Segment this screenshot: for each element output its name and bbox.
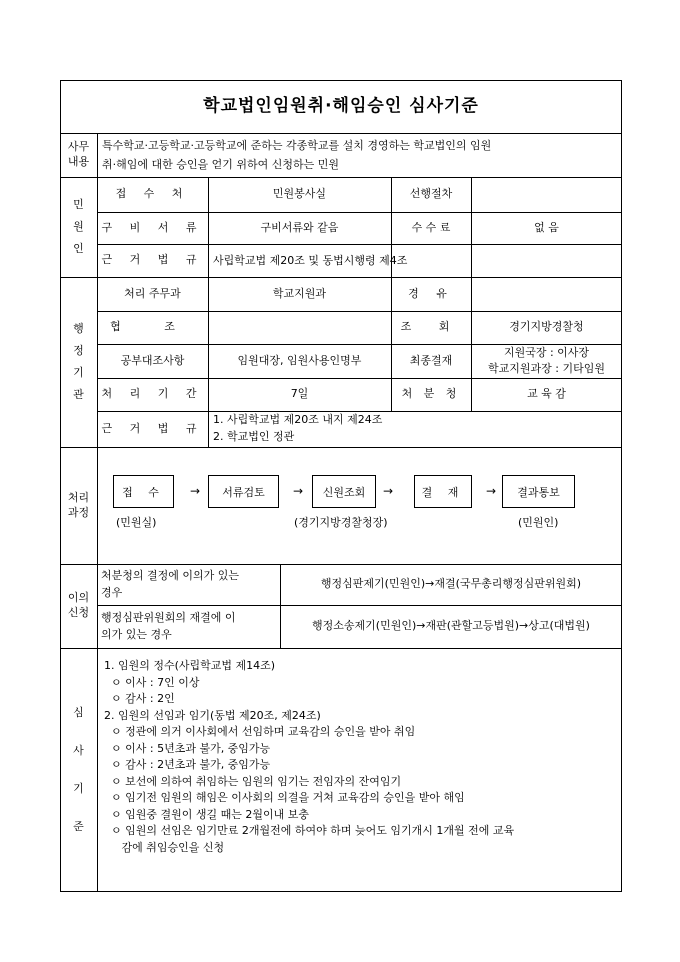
process-label-line: 처리: [67, 490, 90, 504]
final-approval-value: [471, 344, 622, 378]
criteria-line: ㅇ 임기전 임원의 해임은 이사회의 의결을 거쳐 교육감의 승인을 받아 해임: [104, 791, 465, 804]
petitioner-label: [60, 177, 97, 277]
arrow-icon: →: [293, 484, 304, 498]
petitioner-label-char: 민: [73, 198, 84, 211]
process-label: [60, 447, 97, 564]
inquiry-value: 경기지방경찰청: [509, 320, 584, 334]
period-value: 7일: [290, 387, 309, 401]
objection-case: 행정심판위원회의 재결에 이: [101, 611, 236, 624]
admin-label-char: 기: [73, 366, 84, 379]
criteria-label: [60, 648, 97, 892]
criteria-line: 1. 임원의 정수(사립학교법 제14조): [104, 659, 276, 672]
reception-label: 접 수 처: [115, 187, 190, 201]
admin-law-line: 1. 사립학교법 제20조 내지 제24조: [213, 413, 383, 426]
objection-label-line: 이의: [67, 591, 90, 605]
page-title: 학교법인임원취·해임승인 심사기준: [203, 96, 479, 117]
period-label: 처 리 기 간: [101, 387, 204, 401]
petitioner-law-value: 사립학교법 제20조 및 동법시행령 제4조: [213, 254, 408, 267]
documents-value: 구비서류와 같음: [260, 220, 339, 234]
objection-case: 의가 있는 경우: [101, 628, 172, 641]
admin-label: [60, 277, 97, 447]
objection-label-line: 신청: [67, 606, 90, 619]
process-step-reception: 접 수: [113, 475, 174, 508]
objection-case: 경우: [101, 586, 123, 599]
criteria-list: [104, 658, 514, 856]
petitioner-label-char: 원: [73, 220, 84, 233]
process-note: (민원실): [116, 516, 157, 529]
coop-label: 협 조: [110, 320, 195, 334]
documents-label: 구 비 서 류: [101, 220, 204, 234]
criteria-line: ㅇ 정관에 의거 이사회에서 선임하며 교육감의 승인을 받아 취임: [104, 725, 416, 738]
via-value: [471, 277, 622, 311]
criteria-line: ㅇ 보선에 의하여 취임하는 임원의 임기는 전임자의 잔여임기: [104, 774, 402, 788]
process-label-line: 과정: [67, 505, 90, 519]
process-step-identity-check: 신원조회: [312, 475, 376, 508]
office-value: 교 육 감: [527, 387, 566, 401]
process-step-notification: 결과통보: [502, 475, 575, 508]
criteria-line: 2. 임원의 선임과 임기(동법 제20조, 제24조): [104, 708, 321, 722]
process-step-review: 서류검토: [208, 475, 279, 508]
admin-label-char: 행: [73, 322, 84, 335]
admin-law-line: 2. 학교법인 정관: [213, 430, 295, 443]
affair-label-line: 사무: [67, 140, 90, 154]
admin-label-char: 정: [73, 344, 84, 357]
coop-value: [208, 311, 391, 344]
fee-label: 수 수 료: [411, 220, 451, 234]
arrow-icon: →: [190, 484, 201, 498]
affair-text: 취·해임에 대한 승인을 얻기 위하여 신청하는 민원: [102, 158, 339, 171]
prior-procedure-label: 선행절차: [409, 187, 453, 201]
petitioner-label-char: 인: [73, 242, 84, 255]
via-label: 경 유: [408, 286, 454, 300]
process-step-approval: 결 재: [414, 475, 472, 508]
public-record-value: 임원대장, 임원사용인명부: [237, 353, 362, 367]
divider: [60, 447, 622, 448]
criteria-label-char: 준: [73, 820, 84, 833]
criteria-line: ㅇ 임원중 결원이 생길 때는 2월이내 보충: [104, 807, 309, 821]
admin-label-char: 관: [73, 388, 84, 401]
arrow-icon: →: [383, 484, 394, 498]
divider: [60, 648, 622, 649]
criteria-line: ㅇ 이사 : 7인 이상: [104, 675, 200, 689]
criteria-line: ㅇ 임원의 선임은 임기만료 2개월전에 하여야 하며 늦어도 임기개시 1개월 전에 교육: [104, 824, 515, 837]
objection-procedure: 행정소송제기(민원인)→재판(관할고등법원)→상고(대법원): [312, 619, 590, 633]
objection-label: [60, 564, 97, 648]
final-approval-line: 지원국장 : 이사장: [503, 346, 590, 359]
criteria-line: ㅇ 감사 : 2인: [104, 692, 175, 705]
process-note: (민원인): [518, 516, 559, 529]
divider: [60, 133, 622, 134]
final-approval-line: 학교지원과장 : 기타임원: [488, 362, 605, 375]
criteria-line: ㅇ 감사 : 2년초과 불가, 중임가능: [104, 758, 271, 771]
affair-text: 특수학교·고등학교·고등학교에 준하는 각종학교를 설치 경영하는 학교법인의 임원: [102, 139, 492, 152]
criteria-line: 감에 취임승인을 신청: [104, 840, 225, 854]
criteria-line: ㅇ 이사 : 5년초과 불가, 중임가능: [104, 741, 271, 755]
fee-value: 없 음: [534, 220, 559, 234]
final-approval-label: 최종결재: [409, 353, 453, 367]
dept-label: 처리 주무과: [124, 286, 181, 300]
dept-value: 학교지원과: [272, 286, 327, 300]
office-label: 처 분 청: [401, 387, 461, 401]
affair-label: [60, 133, 97, 177]
petitioner-law-label: 근 거 법 규: [101, 253, 204, 267]
affair-label-line: 내용: [67, 155, 90, 168]
process-note: (경기지방경찰청장): [294, 516, 388, 529]
public-record-label: 공부대조사항: [120, 353, 185, 367]
criteria-label-char: 기: [73, 782, 84, 795]
inquiry-label: 조 회: [400, 320, 462, 334]
reception-value: 민원봉사실: [272, 187, 327, 201]
admin-law-label: 근 거 법 규: [101, 421, 204, 435]
objection-case: 처분청의 결정에 이의가 있는: [101, 569, 240, 582]
arrow-icon: →: [486, 484, 497, 498]
prior-procedure-value: [471, 177, 622, 212]
criteria-label-char: 사: [73, 744, 84, 757]
criteria-label-char: 심: [73, 706, 84, 719]
objection-procedure: 행정심판제기(민원인)→재결(국무총리행정심판위원회): [320, 577, 582, 591]
